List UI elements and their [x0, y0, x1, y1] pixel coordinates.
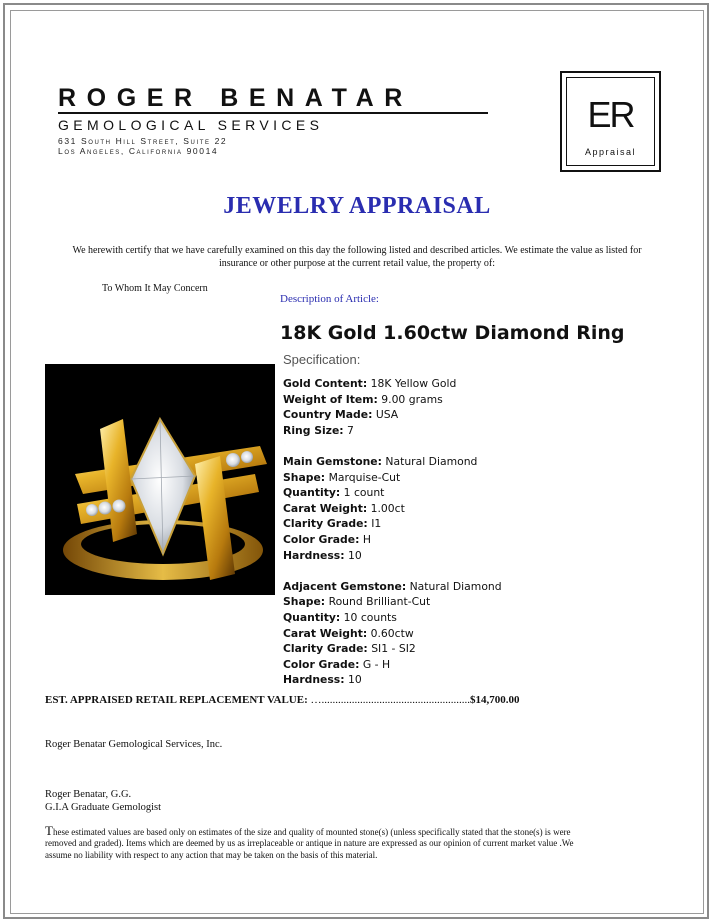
spec-spacer: [283, 563, 623, 579]
spec-key: Carat Weight:: [283, 501, 368, 515]
spec-value: I1: [371, 517, 382, 531]
signer-name: Roger Benatar, G.G.: [45, 789, 132, 800]
spec-value: Round Brilliant-Cut: [328, 595, 431, 609]
spec-key: Shape:: [283, 470, 326, 484]
specification-label: Specification:: [283, 352, 361, 367]
spec-row-adjacent-shape: [283, 594, 623, 610]
spec-key: Carat Weight:: [283, 626, 368, 640]
disclaimer-body: hese estimated values are based only on estimates of the size and quality of mounted stone(s) (unless specifically stated that the stone(s) is were removed and graded). Items which are deemed by us as irreplaceable or antique in nature are expressed as our opinion of current market value .We assume no liability with respect to any action that may be taken on the basis of this material.: [45, 827, 574, 860]
disclaimer-first-letter: T: [45, 823, 53, 838]
leader-dots: …......................................................: [310, 694, 470, 706]
company-name: ROGER BENATAR: [58, 84, 413, 112]
spec-key: Quantity:: [283, 486, 341, 500]
spec-value: 18K Yellow Gold: [370, 377, 457, 390]
spec-row-adjacent-gemstone: [283, 579, 623, 595]
spec-value: 7: [347, 423, 354, 437]
spec-value: 10: [348, 548, 362, 562]
address-line-2: Los Angeles, California 90014: [58, 146, 219, 156]
spec-row-adjacent-carat: [283, 626, 623, 642]
spec-row-adjacent-quantity: [283, 610, 623, 626]
certification-text: We herewith certify that we have carefully examined on this day the following listed and described articles. We estimate the value as listed for insurance or other purpose at the current retail value, the property of:: [72, 245, 642, 269]
item-title: 18K Gold 1.60ctw Diamond Ring: [280, 322, 625, 344]
spec-value: 9.00 grams: [381, 392, 443, 406]
appraised-value-line: [45, 694, 520, 706]
recipient: To Whom It May Concern: [102, 283, 208, 294]
spec-key: Hardness:: [283, 673, 345, 687]
spec-key: Shape:: [283, 595, 326, 609]
spec-spacer: [283, 438, 623, 454]
spec-row-main-carat: [283, 501, 623, 517]
spec-row-main-quantity: [283, 485, 623, 501]
ring-photo: [45, 364, 275, 595]
address-line-1: 631 South Hill Street, Suite 22: [58, 136, 228, 146]
spec-row-weight: [283, 392, 623, 408]
spec-row-country: [283, 407, 623, 423]
logo-mark: ER: [587, 94, 634, 135]
spec-key: Color Grade:: [283, 532, 360, 546]
spec-row-adjacent-hardness: [283, 672, 623, 688]
spec-key: Gold Content:: [283, 377, 368, 390]
spec-key: Main Gemstone:: [283, 454, 382, 468]
spec-key: Clarity Grade:: [283, 642, 368, 656]
spec-key: Quantity:: [283, 610, 341, 624]
logo-inner-frame: [566, 77, 655, 166]
spec-value: 10 counts: [343, 610, 397, 624]
spec-row-main-hardness: [283, 548, 623, 564]
spec-row-gold-content: [283, 376, 623, 392]
appraised-value-label: EST. APPRAISED RETAIL REPLACEMENT VALUE:: [45, 694, 308, 706]
spec-key: Color Grade:: [283, 657, 360, 671]
appraisal-logo: [560, 71, 661, 172]
spec-row-main-color: [283, 532, 623, 548]
spec-value: 0.60ctw: [370, 626, 414, 640]
disclaimer-text: [45, 825, 585, 861]
spec-value: 1 count: [343, 486, 385, 500]
spec-value: USA: [375, 408, 399, 422]
spec-row-ring-size: [283, 423, 623, 439]
spec-value: Natural Diamond: [409, 579, 502, 593]
spec-row-main-gemstone: [283, 454, 623, 470]
spec-row-main-shape: [283, 470, 623, 486]
spec-value: 1.00ct: [370, 501, 405, 515]
spec-key: Ring Size:: [283, 423, 344, 437]
logo-label: Appraisal: [584, 147, 637, 157]
spec-value: G - H: [362, 657, 391, 671]
spec-key: Country Made:: [283, 408, 373, 422]
spec-value: 10: [348, 673, 362, 687]
spec-value: SI1 - SI2: [371, 642, 416, 656]
spec-value: Natural Diamond: [385, 454, 478, 468]
ring-illustration: [45, 364, 275, 595]
spec-key: Adjacent Gemstone:: [283, 579, 407, 593]
spec-key: Hardness:: [283, 548, 345, 562]
signature-company: Roger Benatar Gemological Services, Inc.: [45, 739, 223, 750]
spec-row-adjacent-clarity: [283, 641, 623, 657]
specification-list: [283, 376, 623, 688]
letterhead-rule: [58, 112, 488, 114]
spec-value: Marquise-Cut: [328, 470, 401, 484]
spec-value: H: [362, 532, 371, 546]
document-title: JEWELRY APPRAISAL: [223, 193, 491, 219]
spec-row-main-clarity: [283, 516, 623, 532]
appraised-value-amount: $14,700.00: [470, 694, 520, 706]
spec-key: Weight of Item:: [283, 392, 378, 406]
description-label: Description of Article:: [280, 293, 379, 305]
signer-credential: G.I.A Graduate Gemologist: [45, 802, 162, 813]
company-subtitle: GEMOLOGICAL SERVICES: [58, 117, 324, 133]
spec-row-adjacent-color: [283, 657, 623, 673]
spec-key: Clarity Grade:: [283, 517, 368, 531]
